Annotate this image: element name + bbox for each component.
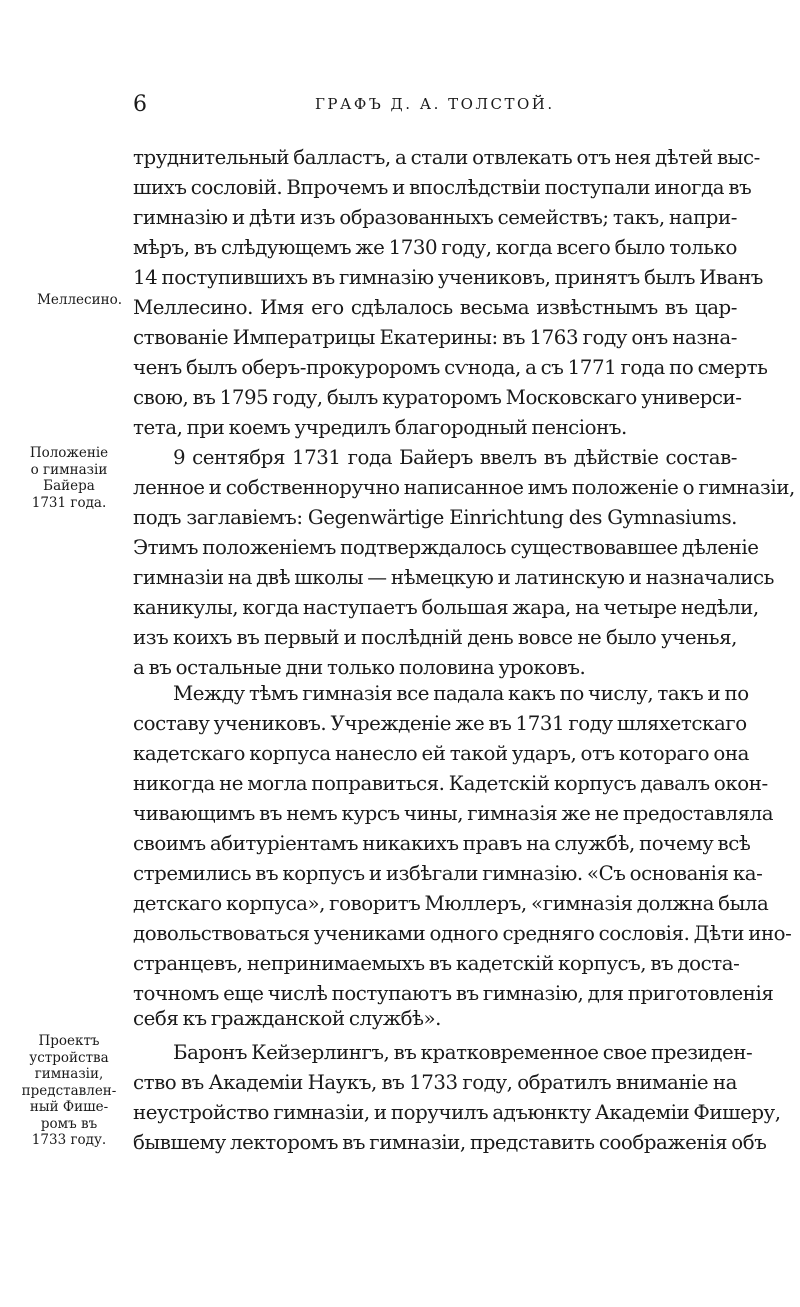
- body-line: составу учениковъ. Учрежденіе же въ 1731 году шляхетскаго: [133, 712, 747, 735]
- body-line: 9 сентября 1731 года Байеръ ввелъ въ дѣйствіе состав-: [173, 446, 737, 469]
- body-line: Меллесино. Имя его сдѣлалось весьма извѣстнымъ въ цар-: [133, 296, 737, 319]
- margin-note-line: ромъ въ: [40, 1115, 98, 1132]
- body-line: мѣръ, въ слѣдующемъ же 1730 году, когда всего было только: [133, 236, 737, 259]
- margin-note-line: о гимназіи: [30, 461, 108, 478]
- body-line: изъ коихъ въ первый и послѣдній день вовсе не было ученья,: [133, 626, 737, 649]
- body-line: гимназіи на двѣ школы — нѣмецкую и латинскую и назначались: [133, 566, 774, 589]
- running-title: ГРАФЪ Д. А. ТОЛСТОЙ.: [315, 95, 555, 113]
- body-line: а въ остальные дни только половина уроковъ.: [133, 656, 586, 679]
- body-line: детскаго корпуса», говоритъ Мюллеръ, «гимназія должна была: [133, 892, 769, 915]
- margin-note-line: представлен-: [21, 1082, 117, 1099]
- body-line: гимназію и дѣти изъ образованныхъ семействъ; такъ, напри-: [133, 206, 737, 229]
- body-line: шихъ сословій. Впрочемъ и впослѣдствіи поступали иногда въ: [133, 176, 752, 199]
- body-line: Баронъ Кейзерлингъ, въ кратковременное свое президен-: [173, 1041, 753, 1064]
- body-line: точномъ еще числѣ поступаютъ въ гимназію, для приготовленія: [133, 982, 774, 1005]
- body-line: кадетскаго корпуса нанесло ей такой ударъ, отъ котораго она: [133, 742, 749, 765]
- body-line: ство въ Академіи Наукъ, въ 1733 году, обратилъ вниманіе на: [133, 1071, 737, 1094]
- body-line: бывшему лекторомъ въ гимназіи, представить соображенія объ: [133, 1131, 767, 1154]
- body-line: свою, въ 1795 году, былъ кураторомъ Московскаго универси-: [133, 386, 742, 409]
- margin-note-line: Байера: [43, 478, 95, 494]
- margin-note-line: 1733 году.: [31, 1132, 107, 1148]
- body-line: себя къ гражданской службѣ».: [133, 1007, 442, 1030]
- margin-note-bayer-regulation: [16, 445, 122, 511]
- margin-note-line: 1731 года.: [31, 494, 107, 511]
- body-line: странцевъ, непринимаемыхъ въ кадетскій корпусъ, въ доста-: [133, 952, 740, 975]
- margin-note-line: гимназіи,: [34, 1066, 104, 1082]
- body-line: труднительный балластъ, а стали отвлекать отъ нея дѣтей выс-: [133, 146, 760, 169]
- margin-note-fischer-project: [16, 1033, 122, 1149]
- body-line: каникулы, когда наступаетъ большая жара, на четыре недѣли,: [133, 596, 759, 619]
- body-line: Этимъ положеніемъ подтверждалось существовавшее дѣленіе: [133, 536, 759, 559]
- margin-note-line: Положеніе: [29, 445, 109, 461]
- margin-note-line: Проектъ: [38, 1033, 100, 1049]
- body-line: тета, при коемъ учредилъ благородный пенсіонъ.: [133, 416, 627, 439]
- body-line: никогда не могла поправиться. Кадетскій корпусъ давалъ окон-: [133, 772, 768, 795]
- body-line: неустройство гимназіи, и поручилъ адъюнкту Академіи Фишеру,: [133, 1101, 781, 1124]
- body-line: Между тѣмъ гимназія все падала какъ по числу, такъ и по: [173, 682, 749, 705]
- body-line: 14 поступившихъ въ гимназію учениковъ, принятъ былъ Иванъ: [133, 266, 763, 289]
- body-line: ченъ былъ оберъ-прокуроромъ сѵнода, а съ 1771 года по смерть: [133, 356, 768, 379]
- body-line: стремились въ корпусъ и избѣгали гимназію. «Съ основанія ка-: [133, 862, 763, 885]
- body-line: довольствоваться учениками одного средняго сословія. Дѣти ино-: [133, 922, 792, 945]
- margin-note-line: ный Фише-: [29, 1099, 109, 1115]
- body-line: чивающимъ въ немъ курсъ чины, гимназія же не предоставляла: [133, 802, 774, 825]
- body-line: подъ заглавіемъ: Gegenwärtige Einrichtung des Gymnasiums.: [133, 506, 737, 529]
- page-number: 6: [133, 92, 147, 117]
- body-line: ленное и собственноручно написанное имъ положеніе о гимназіи,: [133, 476, 795, 499]
- margin-note-mellesino: [16, 292, 122, 309]
- body-line: своимъ абитуріентамъ никакихъ правъ на службѣ, почему всѣ: [133, 832, 751, 855]
- body-line: ствованіе Императрицы Екатерины: въ 1763 году онъ назна-: [133, 326, 737, 349]
- margin-note-line: Меллесино.: [37, 292, 122, 308]
- margin-note-line: устройства: [29, 1049, 109, 1066]
